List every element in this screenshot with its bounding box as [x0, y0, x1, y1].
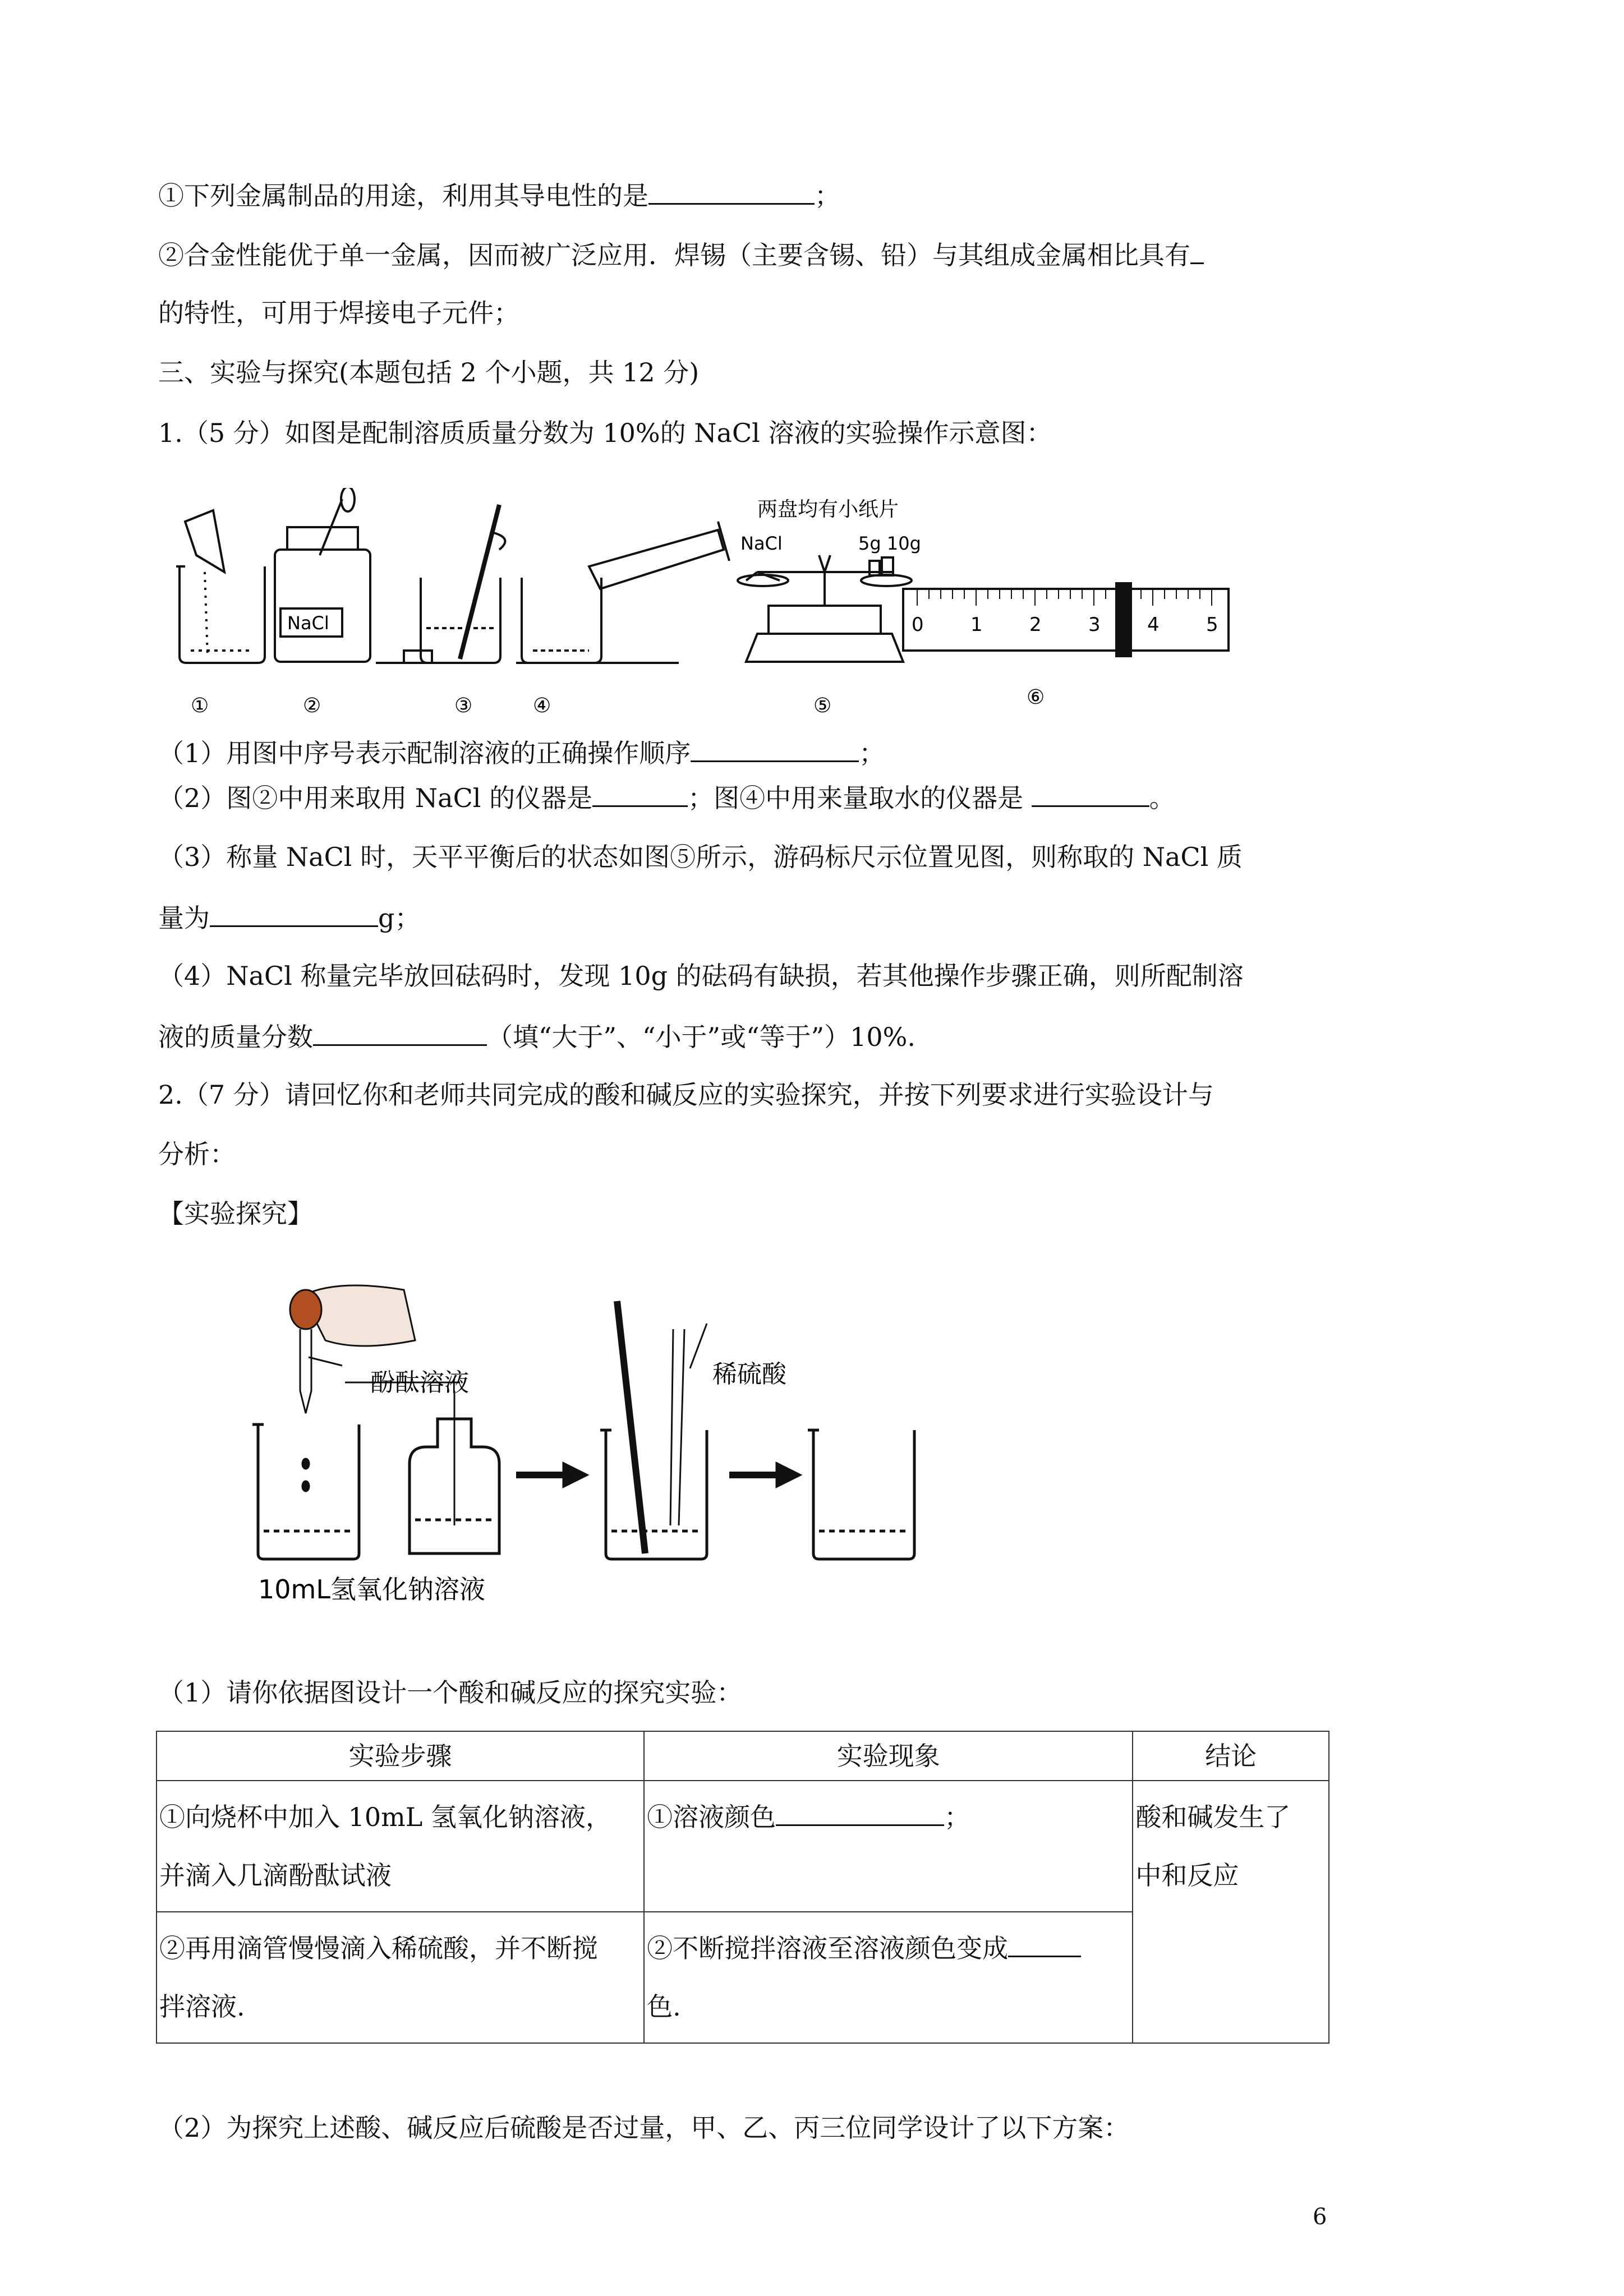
- step-number: ②: [303, 694, 321, 717]
- sub-question-1: （1）用图中序号表示配制溶液的正确操作顺序 ；: [158, 736, 885, 769]
- table-row: [157, 1781, 1329, 1912]
- step-number: ⑤: [813, 694, 832, 717]
- sub-question-4-line1: （4）NaCl 称量完毕放回砝码时，发现 10g 的砝码有缺损，若其他操作步骤正确，则所配制溶: [158, 961, 1244, 991]
- ruler-tick-label: 0: [912, 614, 924, 636]
- table-intro: （1）请你依据图设计一个酸和碱反应的探究实验：: [158, 1677, 743, 1708]
- problem-1-intro: 1.（5 分）如图是配制溶质质量分数为 10%的 NaCl 溶液的实验操作示意图：: [158, 418, 1052, 448]
- phenomenon-cell: ①溶液颜色 ；: [644, 1781, 1133, 1912]
- sulfuric-acid-label: 稀硫酸: [712, 1360, 786, 1389]
- nacl-pan-label: NaCl: [740, 533, 783, 554]
- conclusion-cell: 酸和碱发生了 中和反应: [1133, 1781, 1329, 2043]
- phenolphthalein-label: 酚酞溶液: [370, 1368, 469, 1397]
- table-header-row: [157, 1731, 1329, 1781]
- header-steps: 实验步骤: [157, 1731, 644, 1781]
- step-cell: ①向烧杯中加入 10mL 氢氧化钠溶液， 并滴入几滴酚酞试液: [157, 1781, 644, 1912]
- bottle-label: NaCl: [287, 612, 329, 634]
- answer-blank[interactable]: [1008, 1931, 1081, 1957]
- sub-question-2-2: （2）为探究上述酸、碱反应后硫酸是否过量，甲、乙、丙三位同学设计了以下方案：: [158, 2113, 1130, 2143]
- sub-question-4-line2: 液的质量分数 （填“大于”、“小于”或“等于”）10%.: [158, 1020, 915, 1053]
- answer-blank[interactable]: [691, 736, 859, 762]
- acid-base-figure: [247, 1279, 1010, 1615]
- weights-label: 5g 10g: [858, 533, 921, 554]
- problem-2-line2: 分析：: [158, 1139, 236, 1169]
- answer-blank[interactable]: [313, 1020, 487, 1046]
- step-cell: ②再用滴管慢慢滴入稀硫酸，并不断搅 拌溶液.: [157, 1912, 644, 2043]
- question-alloy-line2: 的特性，可用于焊接电子元件；: [158, 298, 519, 328]
- ruler-tick-label: 4: [1147, 614, 1160, 636]
- step-number: ①: [191, 694, 209, 717]
- answer-blank[interactable]: [1032, 781, 1149, 807]
- header-conclusion: 结论: [1133, 1731, 1329, 1781]
- problem-2-line1: 2.（7 分）请回忆你和老师共同完成的酸和碱反应的实验探究，并按下列要求进行实验设计与: [158, 1080, 1214, 1110]
- answer-blank[interactable]: [592, 781, 688, 807]
- answer-blank[interactable]: [776, 1800, 944, 1826]
- sub-question-3-line1: （3）称量 NaCl 时，天平平衡后的状态如图⑤所示，游码标尺示位置见图，则称取的 NaCl 质: [158, 842, 1243, 872]
- ruler-tick-label: 5: [1206, 614, 1218, 636]
- phenomenon-cell: ②不断搅拌溶液至溶液颜色变成 色.: [644, 1912, 1133, 2043]
- answer-blank[interactable]: [210, 901, 378, 927]
- answer-blank[interactable]: [1190, 238, 1204, 264]
- ruler-tick-label: 3: [1088, 614, 1101, 636]
- step-number: ⑥: [1027, 686, 1045, 709]
- section-heading: 三、实验与探究(本题包括 2 个小题，共 12 分): [158, 357, 700, 388]
- ruler-tick-label: 1: [970, 614, 983, 636]
- header-phenomenon: 实验现象: [644, 1731, 1133, 1781]
- sub-question-3-line2: 量为 g；: [158, 901, 420, 934]
- step-number: ③: [454, 694, 473, 717]
- question-alloy-line1: ②合金性能优于单一金属，因而被广泛应用．焊锡（主要含锡、铅）与其组成金属相比具有: [158, 238, 1204, 271]
- naoh-label: 10mL氢氧化钠溶液: [258, 1574, 485, 1605]
- sub-question-2: （2）图②中用来取用 NaCl 的仪器是 ；图④中用来量取水的仪器是 。: [158, 781, 1175, 814]
- question-metal-conductivity: ①下列金属制品的用途，利用其导电性的是 ；: [158, 178, 840, 211]
- answer-blank[interactable]: [648, 178, 815, 205]
- experiment-table: [156, 1731, 1329, 2044]
- balance-note-label: 两盘均有小纸片: [757, 498, 899, 521]
- step-number: ④: [533, 694, 551, 717]
- experiment-heading: 【实验探究】: [158, 1198, 313, 1229]
- solution-preparation-figure: [163, 488, 1257, 723]
- page-number: 6: [1313, 2204, 1327, 2230]
- ruler-tick-label: 2: [1029, 614, 1042, 636]
